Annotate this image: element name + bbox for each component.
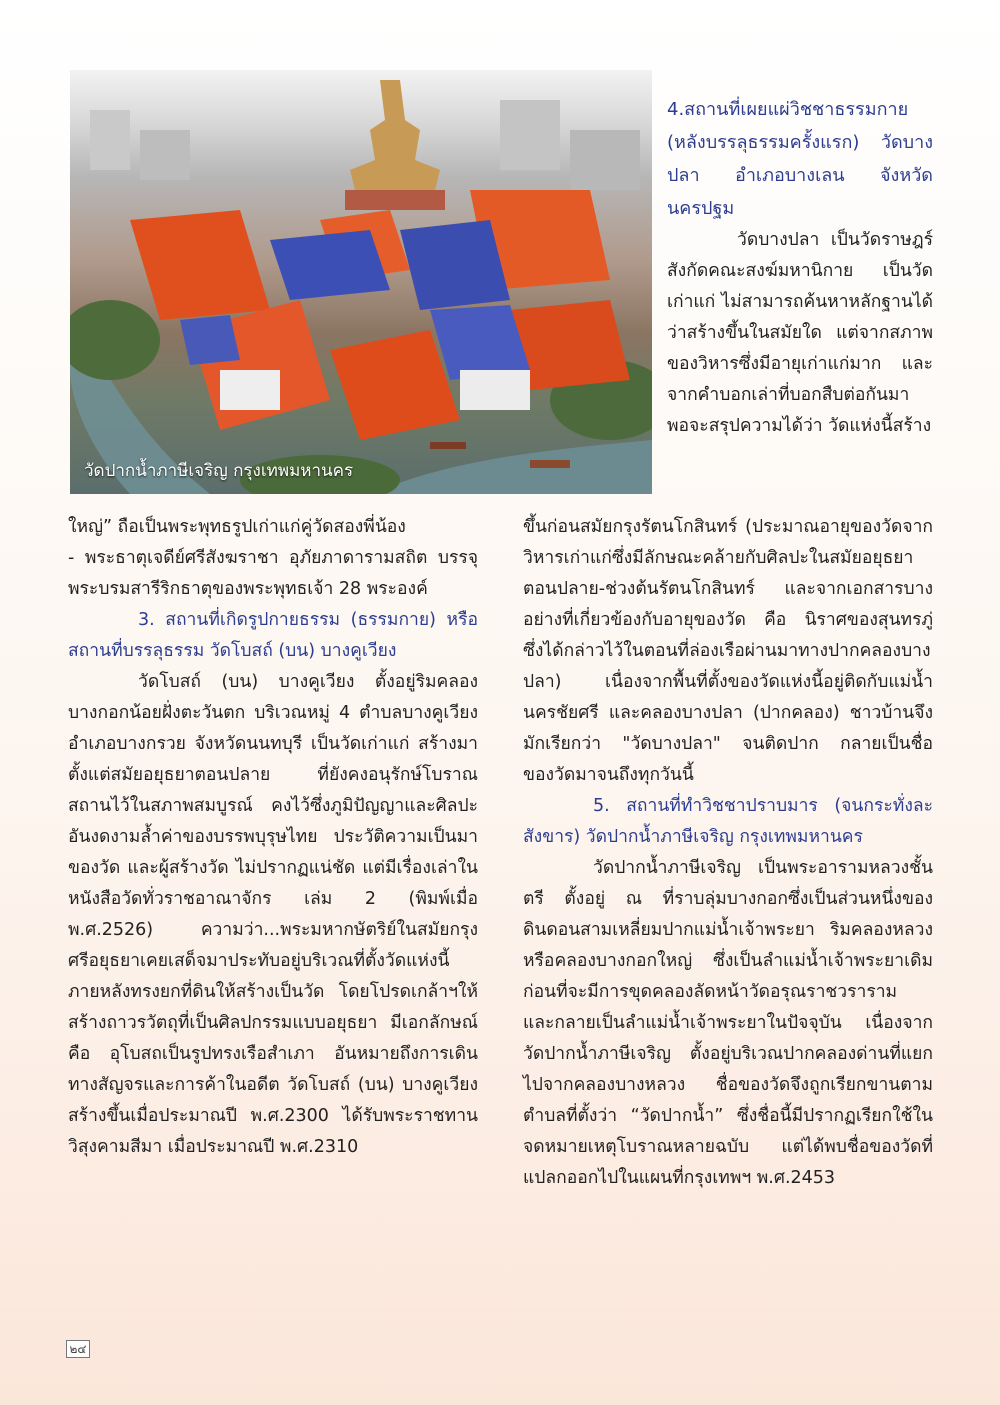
right-paragraph-1: ขึ้นก่อนสมัยกรุงรัตนโกสินทร์ (ประมาณอายุของวัดจากวิหารเก่าแก่ซึ่งมีลักษณะคล้ายกับศิลปะในสมัยอยุธยาตอนปลาย-ช่วงต้นรัตนโกสินทร์ และจากเอกสารบางอย่างที่เกี่ยวข้องกับอายุของวัด คือ นิราศของสุนทรภู่ ซึ่งได้กล่าวไว้ในตอนที่ล่องเรือผ่านมาทางปากคลองบางปลา) เนื่องจากพื้นที่ตั้งของวัดแห่งนี้อยู่ติดกับแม่น้ำนครชัยศรี และคลองบางปลา (ปากคลอง) ชาวบ้านจึงมักเรียกว่า "วัดบางปลา" จนติดปาก กลายเป็นชื่อของวัดมาจนถึงทุกวันนี้ [523, 517, 933, 785]
white-wall [460, 370, 530, 410]
left-column [68, 512, 478, 1163]
pagoda-band [345, 190, 445, 210]
section-3-heading: 3. สถานที่เกิดรูปกายธรรม (ธรรมกาย) หรือสถานที่บรรลุธรรม วัดโบสถ์ (บน) บางคูเวียง [68, 610, 478, 661]
canal-bottom [370, 440, 652, 494]
section-4-heading: 4.สถานที่เผยแผ่วิชชาธรรมกาย (หลังบรรลุธรรมครั้งแรก) วัดบางปลา อำเภอบางเลน จังหวัดนครปฐม [667, 99, 933, 219]
temple-aerial-photo [70, 70, 652, 494]
left-paragraph-2: - พระธาตุเจดีย์ศรีสังฆราชา อุภัยภาดารามสถิต บรรจุพระบรมสารีริกธาตุของพระพุทธเจ้า 28 พระองค์ [68, 548, 478, 599]
building [500, 100, 560, 170]
section-5-paragraph: วัดปากน้ำภาษีเจริญ เป็นพระอารามหลวงชั้นตรี ตั้งอยู่ ณ ที่ราบลุ่มบางกอกซึ่งเป็นส่วนหนึ่งของดินดอนสามเหลี่ยมปากแม่น้ำเจ้าพระยา ริมคลองหลวงหรือคลองบางกอกใหญ่ ซึ่งเป็นลำแม่น้ำเจ้าพระยาเดิม ก่อนที่จะมีการขุดคลองลัดหน้าวัดอรุณราชวราราม และกลายเป็นลำแม่น้ำเจ้าพระยาในปัจจุบัน เนื่องจากวัดปากน้ำภาษีเจริญ ตั้งอยู่บริเวณปากคลองด่านที่แยกไปจากคลองบางหลวง ชื่อของวัดจึงถูกเรียกขานตามตำบลที่ตั้งว่า “วัดปากน้ำ” ซึ่งชื่อนี้มีปรากฏเรียกใช้ในจดหมายเหตุโบราณหลายฉบับ แต่ได้พบชื่อของวัดที่แปลกออกไปในแผนที่กรุงเทพฯ พ.ศ.2453 [523, 858, 933, 1188]
boat [530, 460, 570, 468]
left-paragraph-1: ใหญ่” ถือเป็นพระพุทธรูปเก่าแก่คู่วัดสองพี่น้อง [68, 517, 406, 537]
section-4-paragraph: วัดบางปลา เป็นวัดราษฎร์ สังกัดคณะสงฆ์มหานิกาย เป็นวัดเก่าแก่ ไม่สามารถค้นหาหลักฐานได้ว่าสร้างขึ้นในสมัยใด แต่จากสภาพของวิหารซึ่งมีอายุเก่าแก่มาก และจากคำบอกเล่าที่บอกสืบต่อกันมา พอจะสรุปความได้ว่า วัดแห่งนี้สร้าง [667, 230, 933, 436]
roof-blue [270, 230, 390, 300]
temple-illustration [70, 70, 652, 494]
page-number: ๒๔ [66, 1340, 90, 1358]
white-wall [220, 370, 280, 410]
right-top-column [667, 93, 933, 442]
boat [430, 442, 466, 449]
trees-left [70, 300, 160, 380]
building [140, 130, 190, 180]
building [570, 130, 640, 190]
right-column [523, 512, 933, 1194]
building [90, 110, 130, 170]
roof-blue [180, 315, 240, 365]
section-3-paragraph: วัดโบสถ์ (บน) บางคูเวียง ตั้งอยู่ริมคลองบางกอกน้อยฝั่งตะวันตก บริเวณหมู่ 4 ตำบลบางคูเวียง อำเภอบางกรวย จังหวัดนนทบุรี เป็นวัดเก่าแก่ สร้างมาตั้งแต่สมัยอยุธยาตอนปลาย ที่ยังคงอนุรักษ์โบราณสถานไว้ในสภาพสมบูรณ์ คงไว้ซึ่งภูมิปัญญาและศิลปะอันงดงามล้ำค่าของบรรพบุรุษไทย ประวัติความเป็นมาของวัด และผู้สร้างวัด ไม่ปรากฏแน่ชัด แต่มีเรื่องเล่าในหนังสือวัดทั่วราชอาณาจักร เล่ม 2 (พิมพ์เมื่อ พ.ศ.2526) ความว่า...พระมหากษัตริย์ในสมัยกรุงศรีอยุธยาเคยเสด็จมาประทับอยู่บริเวณที่ตั้งวัดแห่งนี้ ภายหลังทรงยกที่ดินให้สร้างเป็นวัด โดยโปรดเกล้าฯให้สร้างถาวรวัตถุที่เป็นศิลปกรรมแบบอยุธยา มีเอกลักษณ์ คือ อุโบสถเป็นรูปทรงเรือสำเภา อันหมายถึงการเดินทางสัญจรและการค้าในอดีต วัดโบสถ์ (บน) บางคูเวียง สร้างขึ้นเมื่อประมาณปี พ.ศ.2300 ได้รับพระราชทานวิสุงคามสีมา เมื่อประมาณปี พ.ศ.2310 [68, 672, 478, 1157]
roof-orange [130, 210, 270, 320]
photo-caption: วัดปากน้ำภาษีเจริญ กรุงเทพมหานคร [84, 461, 354, 481]
section-5-heading: 5. สถานที่ทำวิชชาปราบมาร (จนกระทั่งละสังขาร) วัดปากน้ำภาษีเจริญ กรุงเทพมหานคร [523, 796, 933, 847]
